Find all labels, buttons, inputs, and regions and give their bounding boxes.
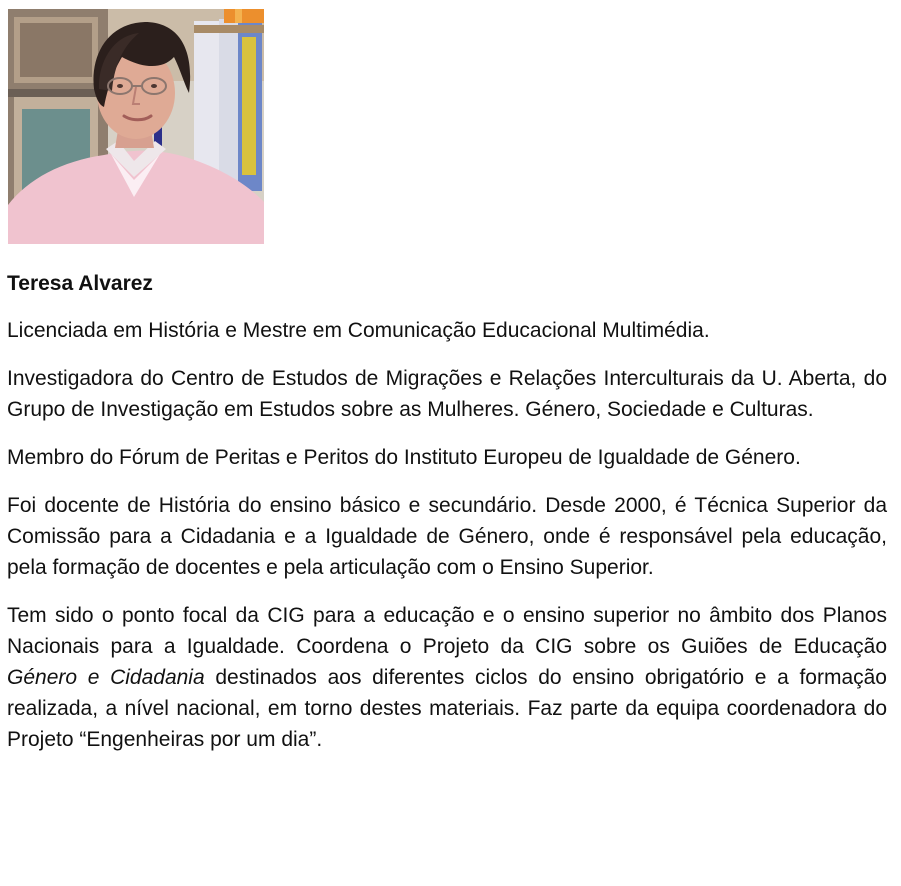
person-name: Teresa Alvarez: [7, 272, 153, 295]
biography-text-part-1: Tem sido o ponto focal da CIG para a educação e o ensino superior no âmbito dos Planos Nacionais para a Igualdade. Coordena o Projeto da CIG sobre os Guiões de Educação: [7, 604, 887, 658]
biography-text-part-2: destinados aos diferentes ciclos do ensino obrigatório e a formação realizada, a nível nacional, em torno destes materiais. Faz parte da equipa coordenadora do Projeto “Engenheiras por um dia”.: [7, 666, 887, 751]
biography-paragraph-career: Foi docente de História do ensino básico e secundário. Desde 2000, é Técnica Superior da Comissão para a Cidadania e a Igualdade de Género, onde é responsável pela educação, pela formação de docentes e pela articulação com o Ensino Superior.: [7, 494, 887, 579]
biography-paragraph-focal-point: [7, 600, 887, 755]
biography-paragraph-research: Investigadora do Centro de Estudos de Migrações e Relações Interculturais da U. Aberta, do Grupo de Investigação em Estudos sobre as Mulheres. Género, Sociedade e Culturas.: [7, 367, 887, 421]
biography-paragraph-education: Licenciada em História e Mestre em Comunicação Educacional Multimédia.: [7, 319, 710, 342]
biography-content: [7, 269, 887, 755]
biography-paragraph-forum: Membro do Fórum de Peritas e Peritos do Instituto Europeu de Igualdade de Género.: [7, 446, 801, 469]
profile-photo: [8, 9, 264, 244]
guide-title-italic: Género e Cidadania: [7, 666, 205, 689]
portrait-illustration: [8, 9, 264, 244]
